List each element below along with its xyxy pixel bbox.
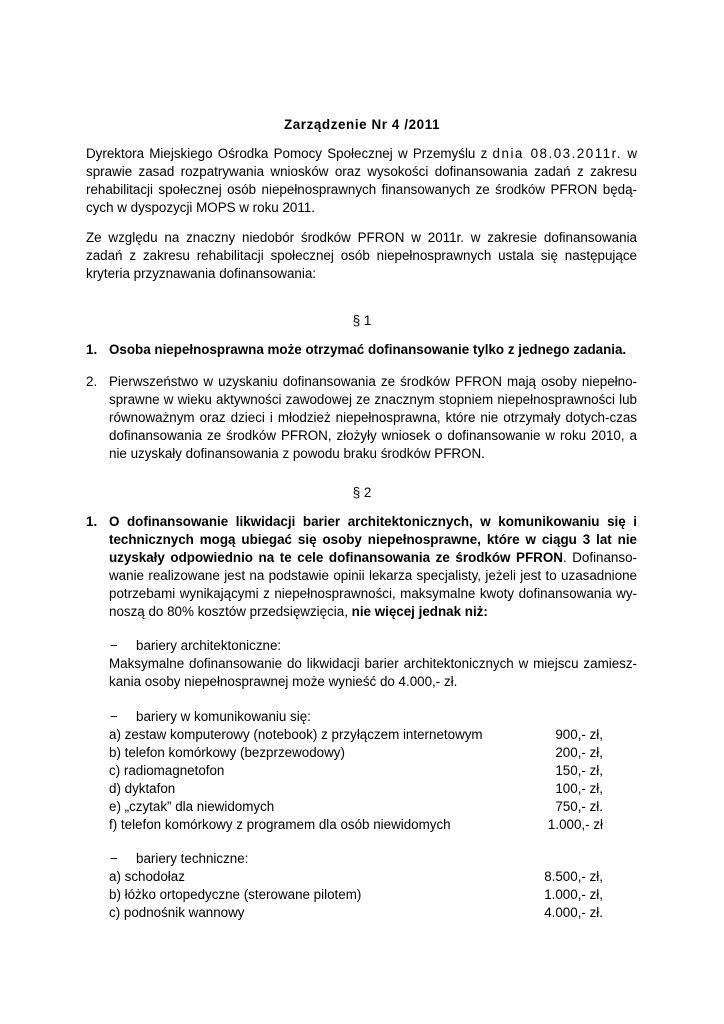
item-normal-text: . Dofinanso-wanie realizowane jest na podstawie opinii lekarza specjalisty, jeżeli jest to uzasadnione potrzebami wynikającymi z niepełnosprawności, maksymalne kwoty dofinansowania wy-noszą do 80% kosztów przedsięwzięcia, [109, 550, 637, 619]
price-value: 750,- zł. [555, 799, 603, 814]
price-value: 200,- zł, [555, 745, 603, 760]
price-row [109, 744, 637, 762]
price-item-label: e) „czytak” dla niewidomych [109, 799, 275, 814]
architectural-barriers-label [109, 637, 637, 655]
intro-rest: w sprawie zasad rozpatrywania wniosków oraz wysokości dofinansowania zadań z zakresu rehabilitacji społecznej osób niepełnosprawnych finansowanych ze środków PFRON będą-cych w dyspozycji MOPS w roku 2011. [86, 146, 637, 215]
price-row [109, 762, 637, 780]
item-number: 1. [86, 514, 98, 529]
price-row [109, 904, 637, 922]
price-value: 900,- zł, [555, 727, 603, 742]
price-item-label: c) podnośnik wannowy [109, 905, 245, 920]
communication-barriers-label [109, 708, 637, 726]
price-value: 8.500,- zł, [544, 869, 603, 884]
price-item-label: d) dyktafon [109, 781, 176, 796]
price-row [109, 816, 637, 834]
price-value: 100,- zł, [555, 781, 603, 796]
item-text [109, 513, 637, 621]
price-item-label: f) telefon komórkowy z programem dla osób niewidomych [109, 817, 451, 832]
price-item-label: a) schodołaz [109, 869, 185, 884]
price-value: 150,- zł, [555, 763, 603, 778]
item-text: Osoba niepełnosprawna może otrzymać dofinansowanie tylko z jednego zadania. [109, 342, 627, 357]
intro-prefix: Dyrektora Miejskiego Ośrodka Pomocy Społecznej w Przemyślu z [86, 146, 493, 161]
dash-bullet: − [110, 638, 118, 653]
section-1-item-1 [86, 341, 637, 359]
bullet-label: bariery w komunikowaniu się: [136, 709, 311, 724]
price-row [109, 798, 637, 816]
section-2-item-1 [86, 513, 637, 621]
price-row [109, 780, 637, 798]
price-item-label: b) telefon komórkowy (bezprzewodowy) [109, 745, 345, 760]
technical-barriers-label [109, 850, 637, 868]
price-value: 4.000,- zł. [544, 905, 603, 920]
item-number: 2. [86, 374, 98, 389]
price-item-label: a) zestaw komputerowy (notebook) z przyłączem internetowym [109, 727, 483, 742]
architectural-barriers-text: Maksymalne dofinansowanie do likwidacji barier architektonicznych w miejscu zamiesz-kania osoby niepełnosprawnej może wynieść do 4.000,- zł. [109, 656, 637, 689]
item-bold-text: O dofinansowanie likwidacji barier architektonicznych, w komunikowaniu się i technicznych mogą ubiegać się osoby niepełnosprawne, które w ciągu 3 lat nie uzyskały odpowiednio na te cele dofinansowania ze środków PFRON [109, 514, 637, 565]
price-value: 1.000,- zł [547, 817, 603, 832]
price-value: 1.000,- zł, [544, 887, 603, 902]
intro-date: dnia 08.03.2011r. [492, 146, 623, 161]
price-row [109, 726, 637, 744]
bullet-label: bariery techniczne: [136, 851, 249, 866]
price-row [109, 886, 637, 904]
item-bold-end: nie więcej jednak niż: [351, 604, 488, 619]
criteria-intro-paragraph: Ze względu na znaczny niedobór środków PFRON w 2011r. w zakresie dofinansowania zadań z zakresu rehabilitacji społecznej osób niepełnosprawnych ustala się następujące kryteria przyznawania dofinansowania: [86, 230, 637, 281]
section-2-heading: § 2 [352, 485, 372, 500]
price-item-label: b) łóżko ortopedyczne (sterowane pilotem) [109, 887, 362, 902]
dash-bullet: − [110, 851, 118, 866]
price-row [109, 868, 637, 886]
communication-barriers-block [109, 708, 637, 834]
document-title: Zarządzenie Nr 4 /2011 [283, 117, 441, 132]
architectural-barriers-block [109, 637, 637, 691]
intro-paragraph [86, 145, 637, 217]
item-number: 1. [86, 342, 98, 357]
price-item-label: c) radiomagnetofon [109, 763, 225, 778]
dash-bullet: − [110, 709, 118, 724]
bullet-label: bariery architektoniczne: [136, 638, 282, 653]
section-1-heading: § 1 [352, 313, 372, 328]
item-text: Pierwszeństwo w uzyskaniu dofinansowania ze środków PFRON mają osoby niepełno-sprawne w wieku aktywności zawodowej ze znacznym stopniem niepełnosprawności lub równoważnym oraz dzieci i młodzież niepełnosprawna, które nie otrzymały dotych-czas dofinansowania ze środków PFRON, złożyły wniosek o dofinansowanie w roku 2010, a nie uzyskały dofinansowania z powodu braku środków PFRON. [109, 374, 637, 461]
section-1-item-2 [86, 373, 637, 463]
technical-barriers-block [109, 850, 637, 922]
